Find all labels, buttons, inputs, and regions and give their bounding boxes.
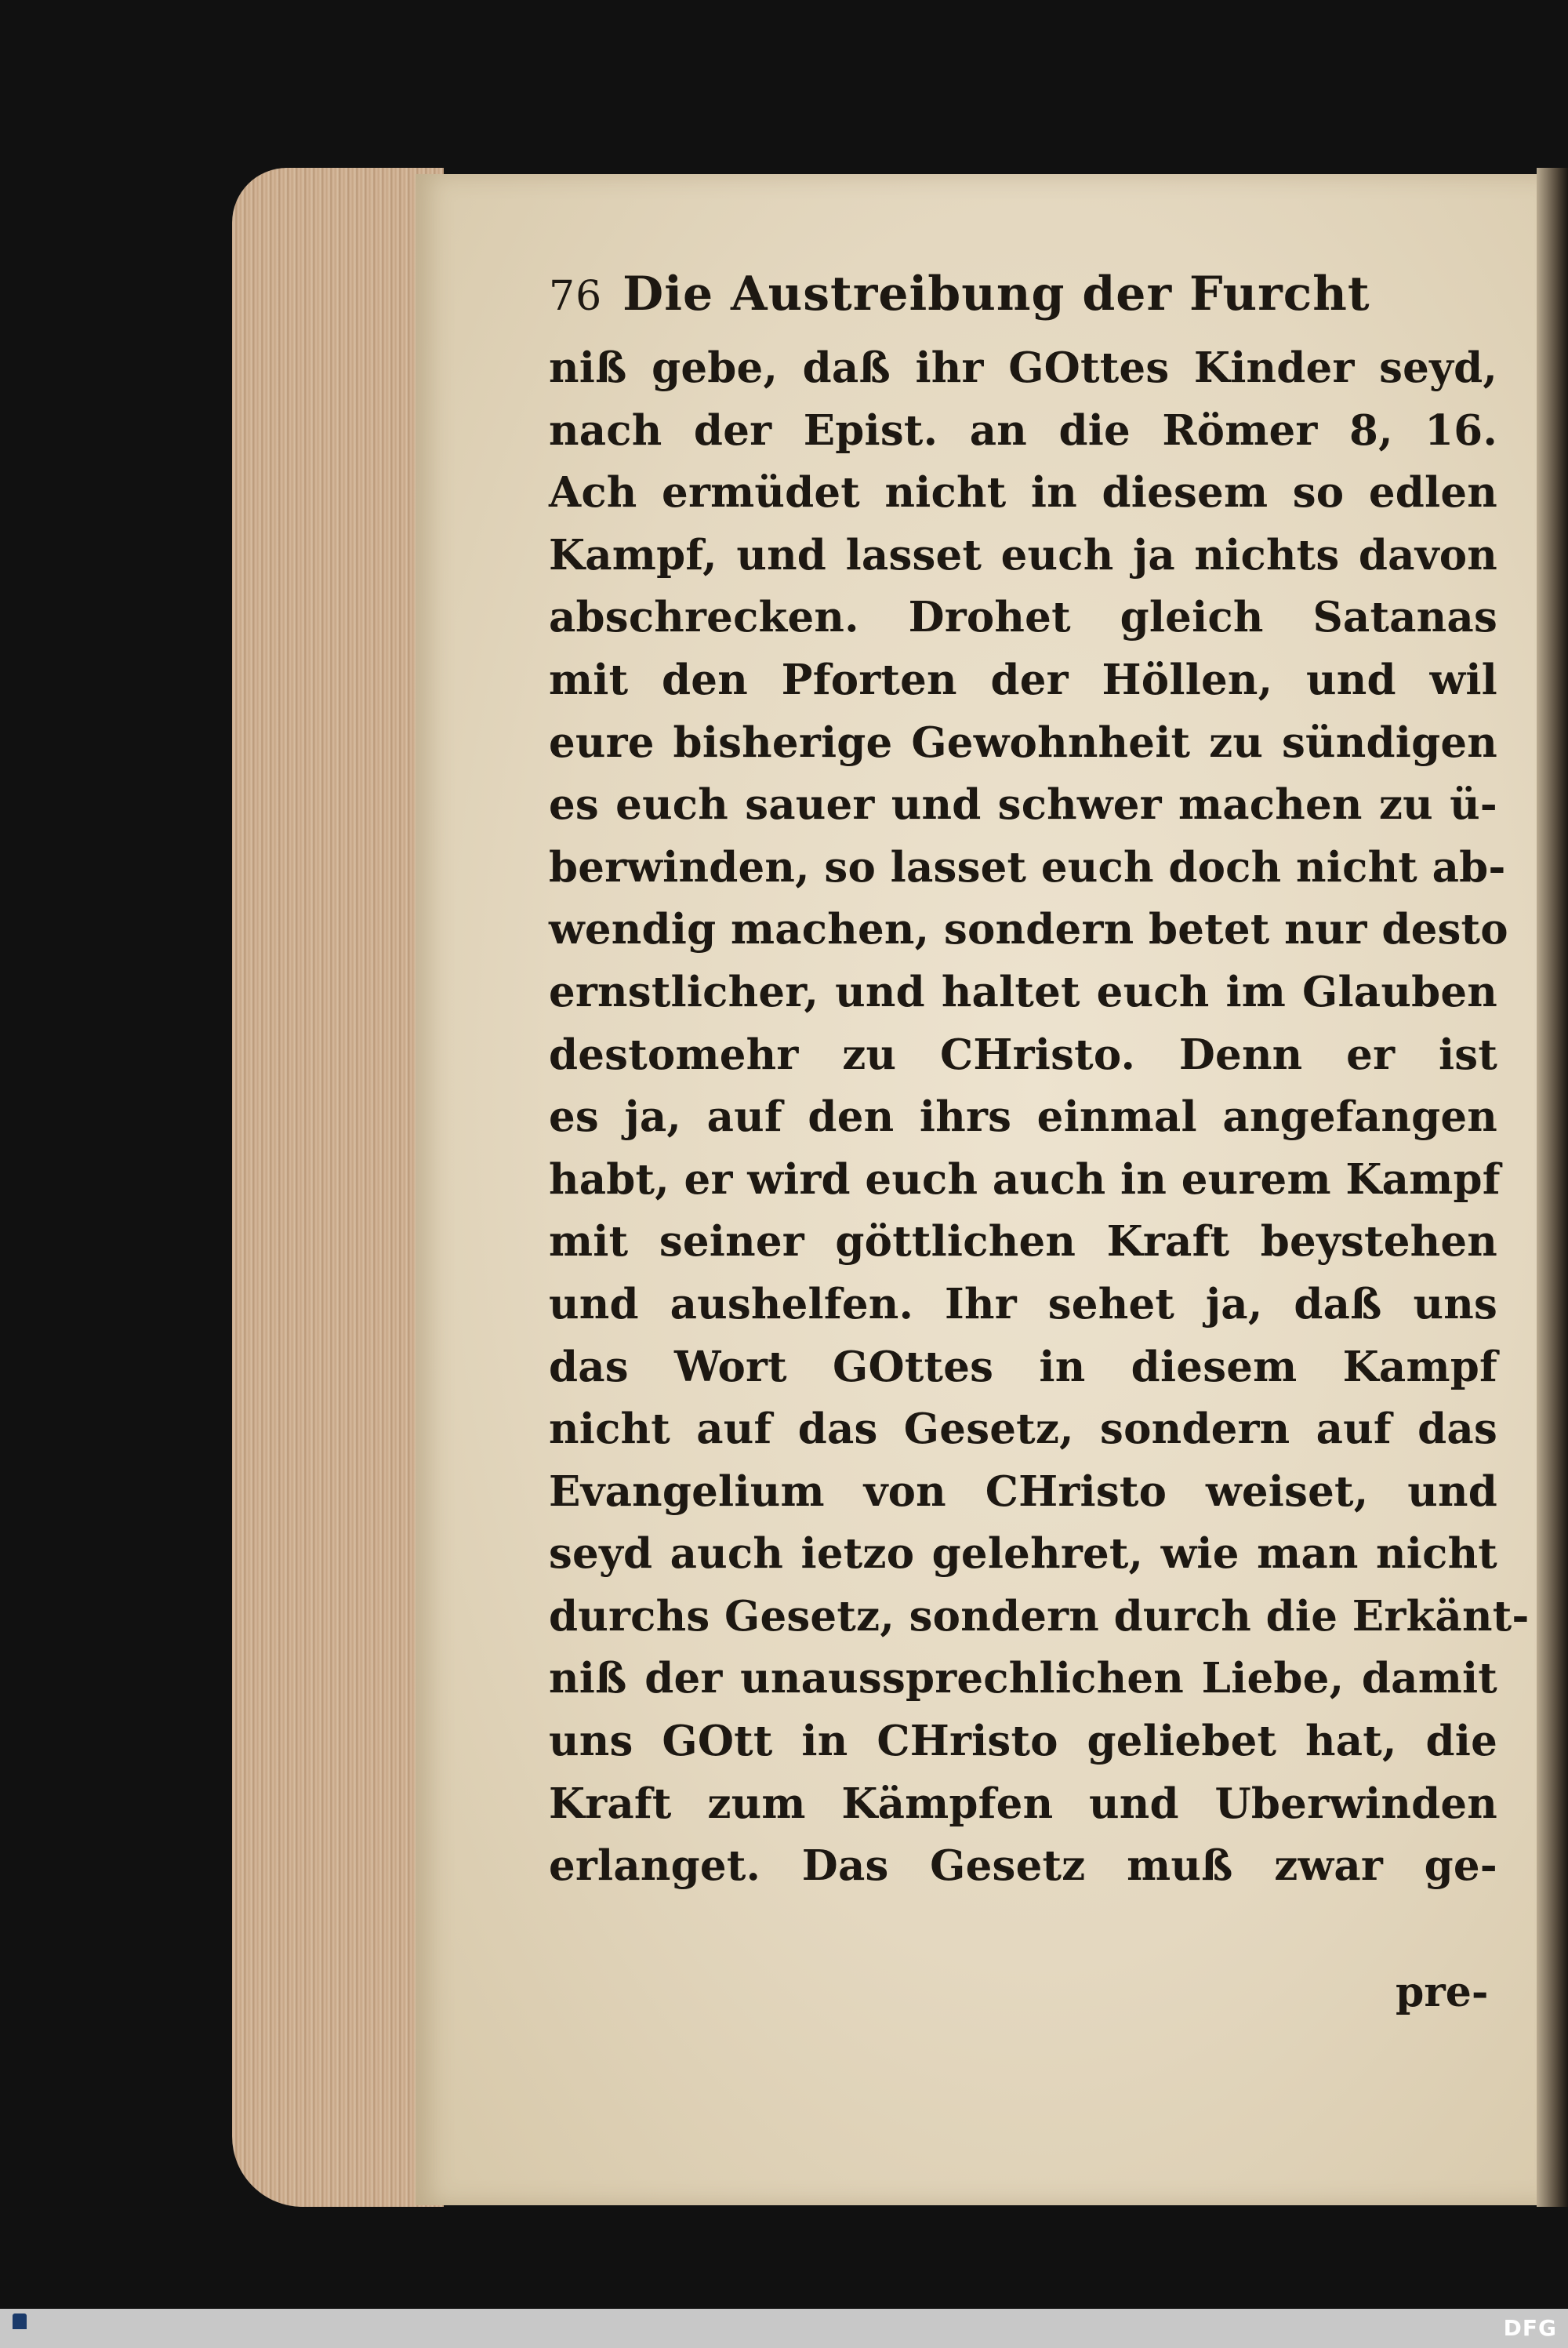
text-line: niß der unaussprechlichen Liebe, damit [549,1654,1497,1703]
text-line: destomehr zu CHristo. Denn er ist [549,1030,1497,1079]
text-line: und aushelfen. Ihr sehet ja, daß uns [549,1279,1497,1328]
text-line: es ja, auf den ihrs einmal angefangen [549,1092,1497,1142]
library-logo-icon[interactable] [5,2312,36,2345]
page-number: 76 [549,273,603,320]
text-line: erlanget. Das Gesetz muß zwar ge- [549,1841,1497,1891]
text-line: abschrecken. Drohet gleich Satanas [549,593,1497,642]
book-gutter [1537,168,1568,2207]
text-line: seyd auch ietzo gelehret, wie man nicht [549,1529,1497,1579]
book-fore-edge [232,168,444,2207]
body-text [549,337,1530,1898]
text-line: nach der Epist. an die Römer 8, 16. [549,405,1497,455]
text-line: mit den Pforten der Höllen, und wil [549,655,1497,704]
running-head [549,267,1497,337]
page-text-block [549,267,1530,1898]
text-line: mit seiner göttlichen Kraft beystehen [549,1217,1497,1267]
text-line: eure bisherige Gewohnheit zu sündigen [549,718,1497,767]
text-line: das Wort GOttes in diesem Kampf [549,1342,1497,1391]
text-line: es euch sauer und schwer machen zu ü- [549,780,1497,830]
text-line: wendig machen, sondern betet nur desto [549,905,1508,954]
text-line: ernstlicher, und haltet euch im Glauben [549,967,1497,1016]
text-line: uns GOtt in CHristo geliebet hat, die [549,1717,1497,1766]
text-line: nicht auf das Gesetz, sondern auf das [549,1405,1497,1454]
dfg-logo[interactable]: DFG [1503,2315,1557,2341]
text-line: Ach ermüdet nicht in diesem so edlen [549,468,1497,518]
text-line: Kampf, und lasset euch ja nichts davon [549,530,1497,580]
text-line: Kraft zum Kämpfen und Uberwinden [549,1779,1497,1828]
catchword: pre- [1396,1968,1489,2016]
text-line: habt, er wird euch auch in eurem Kampf [549,1154,1501,1204]
viewer-footer [0,2309,1568,2348]
text-line: berwinden, so lasset euch doch nicht ab- [549,842,1506,892]
text-line: Evangelium von CHristo weiset, und [549,1467,1497,1516]
running-title: Die Austreibung der Furcht [622,267,1370,322]
text-line: niß gebe, daß ihr GOttes Kinder seyd, [549,343,1497,392]
library-emblem-icon [13,2313,27,2329]
text-line: durchs Gesetz, sondern durch die Erkänt- [549,1591,1530,1641]
